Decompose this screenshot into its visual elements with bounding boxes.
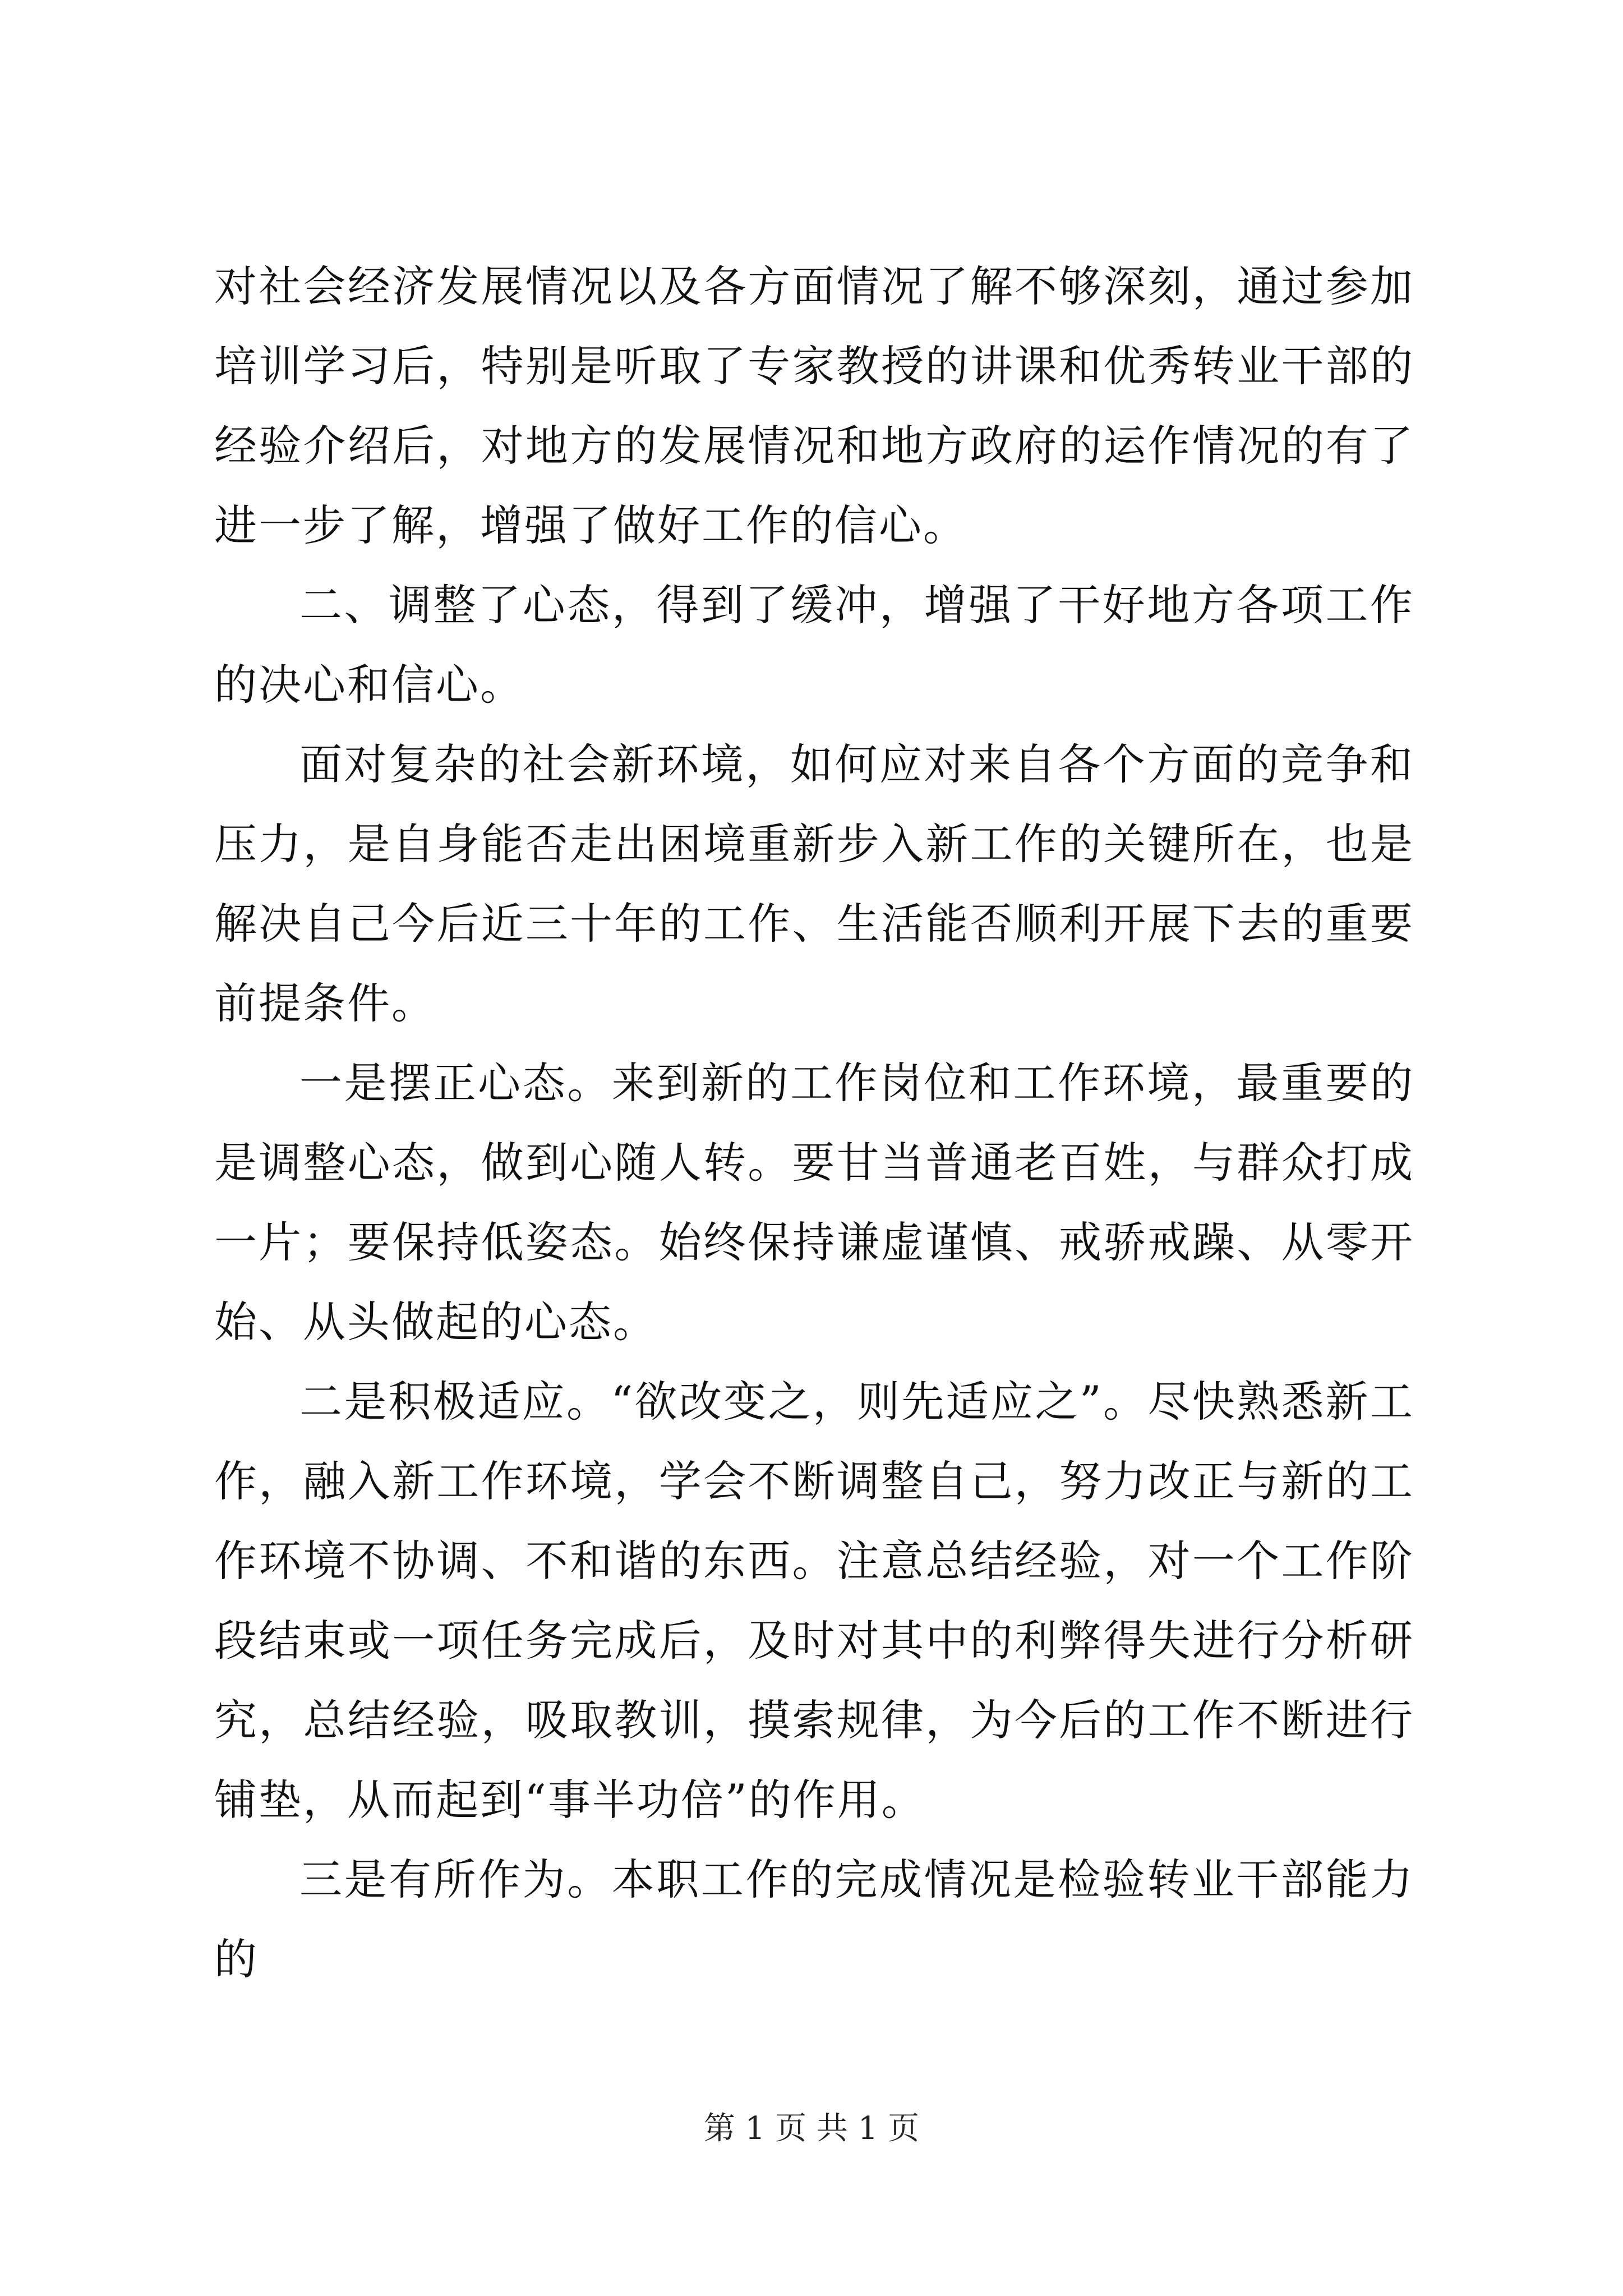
page-footer: 第 1 页 共 1 页 [703,2110,920,2147]
paragraph-6: 三是有所作为。本职工作的完成情况是检验转业干部能力的 [214,1855,1414,1984]
paragraph-5: 二是积极适应。“欲改变之，则先适应之”。尽快熟悉新工作，融入新工作环境，学会不断调整自己，努力改正与新的工作环境不协调、不和谐的东西。注意总结经验，对一个工作阶段结束或一项任务完成后，及时对其中的利弊得失进行分析研究，总结经验，吸取教训，摸索规律，为今后的工作不断进行铺垫，从而起到“事半功倍”的作用。 [214,1377,1414,1825]
paragraph-3: 面对复杂的社会新环境，如何应对来自各个方面的竞争和压力，是自身能否走出困境重新步入新工作的关键所在，也是解决自己今后近三十年的工作、生活能否顺利开展下去的重要前提条件。 [214,739,1414,1028]
paragraph-1: 对社会经济发展情况以及各方面情况了解不够深刻，通过参加培训学习后，特别是听取了专家教授的讲课和优秀转业干部的经验介绍后，对地方的发展情况和地方政府的运作情况的有了进一步了解，增强了做好工作的信心。 [214,261,1414,550]
paragraph-2: 二、调整了心态，得到了缓冲，增强了干好地方各项工作的决心和信心。 [214,580,1414,710]
document-body [214,247,1414,1999]
paragraph-4: 一是摆正心态。来到新的工作岗位和工作环境，最重要的是调整心态，做到心随人转。要甘当普通老百姓，与群众打成一片；要保持低姿态。始终保持谦虚谨慎、戒骄戒躁、从零开始、从头做起的心态。 [214,1058,1414,1347]
